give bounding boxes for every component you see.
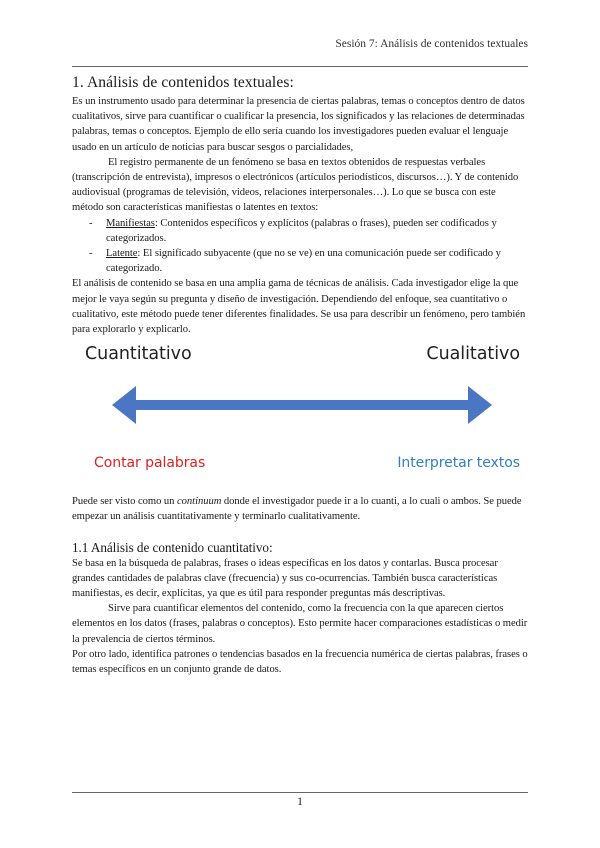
list-item-text: : Contenidos específicos y explícitos (palabras o frases), pueden ser codificados y categorizados. — [106, 217, 497, 244]
paragraph-registro: El registro permanente de un fenómeno se basa en textos obtenidos de respuestas verbales (transcripción de entrevista), impresos o electrónicos (artículos periodísticos, discursos…). Y de contenido audiovisual (programas de televisión, videos, relaciones interpersonales…). Lo que se busca con este método son características manifiestas o latentes en textos: — [72, 156, 519, 214]
list-item-latente — [89, 246, 528, 276]
paragraph-patrones: Por otro lado, identifica patrones o tendencias basados en la frecuencia numérica de ciertas palabras, frases o temas específicos en un conjunto grande de datos. — [72, 648, 528, 676]
continuum-diagram — [72, 344, 528, 494]
diagram-label-contar-palabras: Contar palabras — [94, 455, 206, 472]
paragraph-tecnicas: El análisis de contenido se basa en una amplia gama de técnicas de análisis. Cada investigador elige la que mejor le vaya según su pregunta y diseño de investigación. Dependiendo del enfoque, sea cuantitativo o cualitativo, este método puede tener diferentes finalidades. Se usa para describir un fenómeno, pero también para explorarlo y explicarlo. — [72, 278, 526, 336]
continuum-text-after: donde el investigador puede ir a lo cuanti, a lo cuali o ambos. Se puede empezar un análisis cuantitativamente y terminarlo cualitativamente. — [72, 496, 522, 523]
paragraph-definition: Es un instrumento usado para determinar la presencia de ciertas palabras, temas o conceptos dentro de datos cualitativos, sirve para cuantificar o cualificar la presencia, los significados y las relaciones de determinadas palabras, temas o conceptos. Ejemplo de ello sería cuando los investigadores pueden evaluar el lenguaje usado en un artículo de noticias para buscar sesgos o parcialidades, — [72, 96, 525, 153]
header-divider — [72, 66, 528, 67]
list-item-text: : El significado subyacente (que no se ve) en una comunicación puede ser codificado y categorizado. — [106, 248, 501, 275]
dash-bullet: - — [89, 248, 93, 260]
section-heading: 1. Análisis de contenidos textuales: — [72, 74, 294, 91]
running-header: Sesión 7: Análisis de contenidos textuales — [335, 38, 528, 50]
term-latente: Latente — [106, 248, 138, 260]
diagram-label-cuantitativo: Cuantitativo — [85, 344, 192, 365]
page-body — [72, 73, 528, 677]
paragraph-continuum — [72, 494, 528, 524]
paragraph-cuantificar: Sirve para cuantificar elementos del contenido, como la frecuencia con la que aparecen ciertos elementos en los datos (frases, palabras o conceptos). Esto permite hacer comparaciones estadísticas o medir la prevalencia de ciertos términos. — [72, 603, 528, 645]
characteristics-list — [72, 216, 528, 277]
double-arrow-icon — [112, 380, 492, 430]
subsection-heading: 1.1 Análisis de contenido cuantitativo: — [72, 539, 273, 555]
diagram-label-interpretar-textos: Interpretar textos — [397, 455, 520, 472]
list-item-manifiestas — [89, 216, 528, 246]
paragraph-busqueda: Se basa en la búsqueda de palabras, frases o ideas específicas en los datos y contarlas. Busca procesar grandes cantidades de palabras clave (frecuencia) y sus co-ocurrencias. También busca características manifiestas, es decir, explícitas, ya que es útil para responder preguntas más descriptivas. — [72, 557, 498, 600]
continuum-text-before: Puede ser visto como un — [72, 496, 178, 508]
dash-bullet: - — [89, 217, 93, 229]
page-number: 1 — [297, 796, 303, 808]
term-manifiestas: Manifiestas — [106, 217, 155, 229]
continuum-emphasis: continuum — [177, 496, 222, 508]
footer-divider — [72, 792, 528, 793]
diagram-label-cualitativo: Cualitativo — [426, 344, 520, 365]
